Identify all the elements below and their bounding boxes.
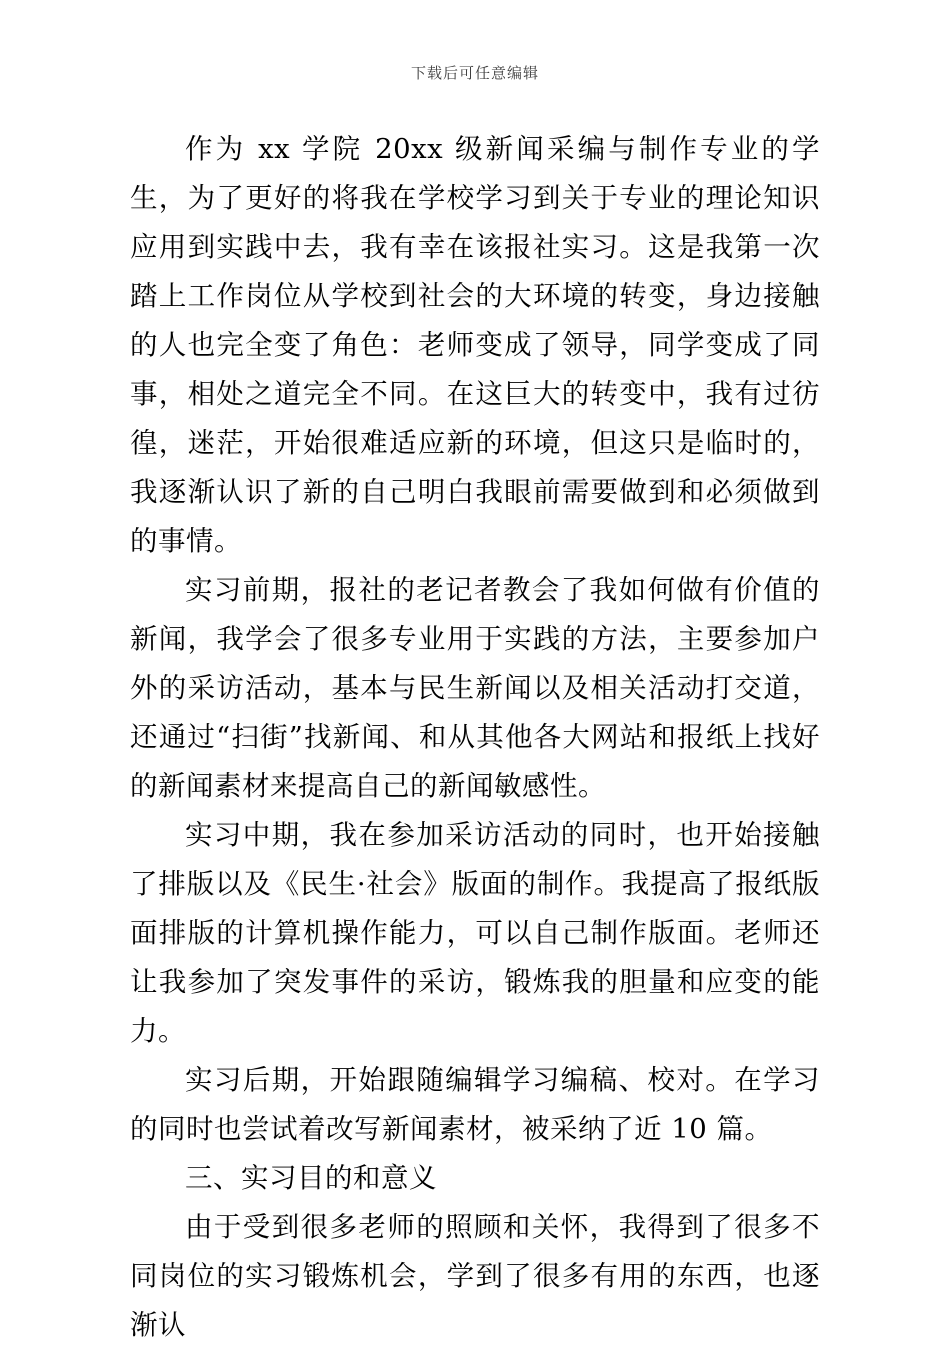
paragraph: 由于受到很多老师的照顾和关怀，我得到了很多不同岗位的实习锻炼机会，学到了很多有用的东西，也逐渐认 [130,1211,820,1341]
paragraph: 实习前期，报社的老记者教会了我如何做有价值的新闻，我学会了很多专业用于实践的方法，主要参加户外的采访活动，基本与民生新闻以及相关活动打交道，还通过“扫街”找新闻、和从其他各大网站和报纸上找好的新闻素材来提高自己的新闻敏感性。 [130,574,820,802]
section-heading: 三、实习目的和意义 [185,1162,437,1194]
document-body [130,83,820,1350]
paragraph: 实习中期，我在参加采访活动的同时，也开始接触了排版以及《民生·社会》版面的制作。我提高了报纸版面排版的计算机操作能力，可以自己制作版面。老师还让我参加了突发事件的采访，锻炼我的胆量和应变的能力。 [130,819,820,1047]
paragraph: 作为 xx 学院 20xx 级新闻采编与制作专业的学生，为了更好的将我在学校学习到关于专业的理论知识应用到实践中去，我有幸在该报社实习。这是我第一次踏上工作岗位从学校到社会的大环境的转变，身边接触的人也完全变了角色：老师变成了领导，同学变成了同事，相处之道完全不同。在这巨大的转变中，我有过彷徨，迷茫，开始很难适应新的环境，但这只是临时的，我逐渐认识了新的自己明白我眼前需要做到和必须做到的事情。 [130,133,820,557]
page-header-note: 下载后可任意编辑 [410,64,539,82]
paragraph: 实习后期，开始跟随编辑学习编稿、校对。在学习的同时也尝试着改写新闻素材，被采纳了近 10 篇。 [130,1064,820,1145]
